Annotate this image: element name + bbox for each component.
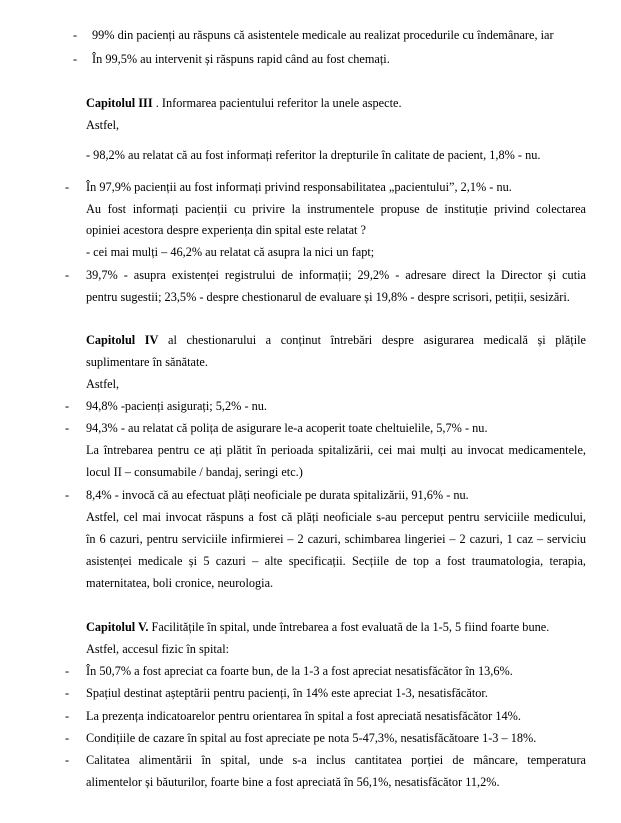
bullet-dash: -: [65, 709, 70, 723]
bullet-dash: -: [65, 664, 70, 678]
chapter3-item-3-line-2: pentru sugestii; 23,5% - despre chestionarul de evaluare și 19,8% - despre scrisori, petiții, sesizări.: [86, 290, 570, 304]
chapter5-item-3: La prezența indicatoarelor pentru orientarea în spital a fost apreciată nesatisfăcător 14%.: [86, 709, 521, 723]
chapter3-para-line-1: Au fost informați pacienții cu privire la instrumentele propuse de instituție privind colectarea: [86, 202, 586, 216]
chapter4-heading-bold: Capitolul IV: [86, 333, 159, 347]
chapter4-item-2: 94,3% - au relatat că polița de asigurare le-a acoperit toate cheltuielile, 5,7% - nu.: [86, 421, 488, 435]
chapter5-heading: [86, 620, 549, 634]
chapter4-heading-line-2: suplimentare în sănătate.: [86, 355, 208, 369]
bullet-dash: -: [65, 686, 70, 700]
chapter3-para-line-3: - cei mai mulți – 46,2% au relatat că asupra la nici un fapt;: [86, 245, 375, 259]
chapter5-item-4: Condițiile de cazare în spital au fost apreciate pe nota 5-47,3%, nesatisfăcătoare 1-3 – 18%.: [86, 731, 537, 745]
chapter4-para2-line-4: maternitatea, boli cronice, neurologia.: [86, 576, 274, 590]
chapter4-para2-line-1: Astfel, cel mai invocat răspuns a fost că plăți neoficiale s-au perceput pentru serviciile medicului,: [86, 510, 586, 524]
bullet-dash: -: [65, 421, 70, 435]
chapter3-astfel: Astfel,: [86, 118, 120, 132]
chapter5-item-1: În 50,7% a fost apreciat ca foarte bun, de la 1-3 a fost apreciat nesatisfăcător în 13,6%.: [86, 664, 513, 678]
chapter4-heading-rest: al chestionarului a conținut întrebări despre asigurarea medicală și plățile: [158, 333, 586, 347]
bullet-dash: -: [65, 731, 70, 745]
chapter4-para2-line-2: în 6 cazuri, pentru serviciile infirmierei – 2 cazuri, schimbarea lingeriei – 2 cazuri, 1 caz – serviciu: [86, 532, 586, 546]
chapter3-item-1: - 98,2% au relatat că au fost informați referitor la drepturile în calitate de pacient, 1,8% - nu.: [86, 148, 541, 162]
chapter3-item-2: În 97,9% pacienții au fost informați privind responsabilitatea „pacientului”, 2,1% - nu.: [86, 180, 512, 194]
chapter3-heading: [86, 96, 402, 110]
chapter5-heading-rest: Facilitățile în spital, unde întrebarea a fost evaluată de la 1-5, 5 fiind foarte bune.: [148, 620, 550, 634]
chapter3-heading-bold: Capitolul III: [86, 96, 153, 110]
bullet-dash: -: [65, 488, 70, 502]
chapter5-heading-bold: Capitolul V.: [86, 620, 149, 634]
chapter4-item-3: 8,4% - invocă că au efectuat plăți neoficiale pe durata spitalizării, 91,6% - nu.: [86, 488, 469, 502]
intro-item-1: 99% din pacienți au răspuns că asistentele medicale au realizat procedurile cu îndemânare, iar: [92, 28, 554, 42]
chapter5-item-2: Spațiul destinat așteptării pentru pacienți, în 14% este apreciat 1-3, nesatisfăcător.: [86, 686, 488, 700]
chapter4-para1-line-1: La întrebarea pentru ce ați plătit în perioada spitalizării, cei mai mulți au invocat medicamentele,: [86, 443, 586, 457]
chapter5-item-5-line-1: Calitatea alimentării în spital, unde s-a inclus cantitatea porției de mâncare, temperatura: [86, 753, 586, 767]
bullet-dash: -: [73, 52, 78, 66]
intro-item-2: În 99,5% au intervenit și răspuns rapid când au fost chemați.: [92, 52, 390, 66]
chapter3-item-3-line-1: 39,7% - asupra existenței registrului de informații; 29,2% - adresare direct la Director și cutia: [86, 268, 586, 282]
chapter4-para1-line-2: locul II – consumabile / bandaj, seringi etc.): [86, 465, 303, 479]
chapter4-para2-line-3: asistenței medicale și 5 cazuri – alte specificații. Secțiile de top a fost traumatologia, terapia,: [86, 554, 586, 568]
chapter5-astfel: Astfel, accesul fizic în spital:: [86, 642, 230, 656]
chapter4-item-1: 94,8% -pacienți asigurați; 5,2% - nu.: [86, 399, 267, 413]
chapter4-heading-line-1: [86, 333, 586, 347]
bullet-dash: -: [65, 753, 70, 767]
chapter4-astfel: Astfel,: [86, 377, 120, 391]
chapter3-para-line-2: opiniei acestora despre experiența din spital este relatat ?: [86, 223, 366, 237]
chapter3-heading-rest: . Informarea pacientului referitor la unele aspecte.: [152, 96, 402, 110]
bullet-dash: -: [73, 28, 78, 42]
chapter5-item-5-line-2: alimentelor și băuturilor, foarte bine a fost apreciată în 56,1%, nesatisfăcător 11,2%.: [86, 775, 500, 789]
bullet-dash: -: [65, 268, 70, 282]
bullet-dash: -: [65, 180, 70, 194]
bullet-dash: -: [65, 399, 70, 413]
